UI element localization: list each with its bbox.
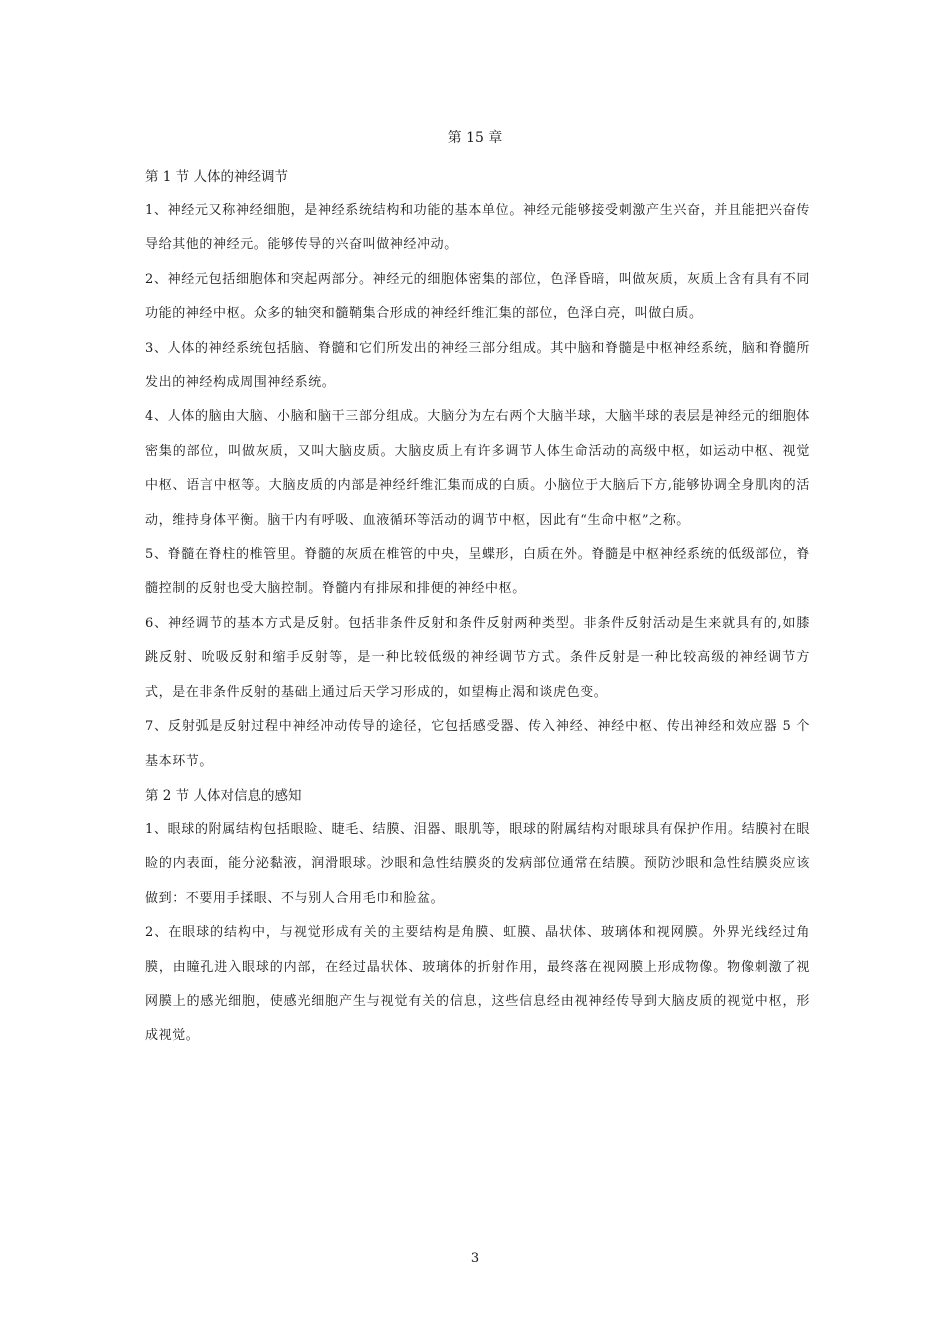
- paragraph: 6、神经调节的基本方式是反射。包括非条件反射和条件反射两种类型。非条件反射活动是生来就具有的,如膝跳反射、吮吸反射和缩手反射等，是一种比较低级的神经调节方式。条件反射是一种比较高级的神经调节方式，是在非条件反射的基础上通过后天学习形成的，如望梅止渴和谈虎色变。: [145, 615, 810, 700]
- paragraph: 2、神经元包括细胞体和突起两部分。神经元的细胞体密集的部位，色泽昏暗，叫做灰质，灰质上含有具有不同功能的神经中枢。众多的轴突和髓鞘集合形成的神经纤维汇集的部位，色泽白亮，叫做白质。: [145, 271, 810, 322]
- section-neural-regulation: [145, 160, 810, 779]
- paragraph: 1、神经元又称神经细胞，是神经系统结构和功能的基本单位。神经元能够接受刺激产生兴奋，并且能把兴奋传导给其他的神经元。能够传导的兴奋叫做神经冲动。: [145, 203, 810, 253]
- page-number: 3: [470, 1251, 480, 1266]
- paragraph: 2、在眼球的结构中，与视觉形成有关的主要结构是角膜、虹膜、晶状体、玻璃体和视网膜。外界光线经过角膜，由瞳孔进入眼球的内部，在经过晶状体、玻璃体的折射作用，最终落在视网膜上形成物像。物像刺激了视网膜上的感光细胞，使感光细胞产生与视觉有关的信息，这些信息经由视神经传导到大脑皮质的视觉中枢，形成视觉。: [145, 925, 810, 1044]
- paragraph: 7、反射弧是反射过程中神经冲动传导的途径，它包括感受器、传入神经、神经中枢、传出神经和效应器 5 个基本环节。: [145, 719, 810, 769]
- section-heading: 第 1 节 人体的神经调节: [145, 169, 288, 185]
- section-information-perception: [145, 779, 810, 1054]
- paragraph: 3、人体的神经系统包括脑、脊髓和它们所发出的神经三部分组成。其中脑和脊髓是中枢神经系统，脑和脊髓所发出的神经构成周围神经系统。: [145, 340, 810, 391]
- document-body: [145, 160, 810, 1054]
- chapter-title: 第 15 章: [447, 130, 503, 146]
- paragraph: 1、眼球的附属结构包括眼睑、睫毛、结膜、泪器、眼肌等，眼球的附属结构对眼球具有保护作用。结膜衬在眼睑的内表面，能分泌黏液，润滑眼球。沙眼和急性结膜炎的发病部位通常在结膜。预防沙眼和急性结膜炎应该做到：不要用手揉眼、不与别人合用毛巾和脸盆。: [145, 821, 810, 906]
- section-heading: 第 2 节 人体对信息的感知: [145, 787, 302, 804]
- paragraph: 5、脊髓在脊柱的椎管里。脊髓的灰质在椎管的中央，呈蝶形，白质在外。脊髓是中枢神经系统的低级部位，脊髓控制的反射也受大脑控制。脊髓内有排尿和排便的神经中枢。: [145, 547, 810, 597]
- paragraph: 4、人体的脑由大脑、小脑和脑干三部分组成。大脑分为左右两个大脑半球，大脑半球的表层是神经元的细胞体密集的部位，叫做灰质，又叫大脑皮质。大脑皮质上有许多调节人体生命活动的高级中枢，如运动中枢、视觉中枢、语言中枢等。大脑皮质的内部是神经纤维汇集而成的白质。小脑位于大脑后下方,能够协调全身肌肉的活动，维持身体平衡。脑干内有呼吸、血液循环等活动的调节中枢，因此有“生命中枢”之称。: [145, 409, 810, 528]
